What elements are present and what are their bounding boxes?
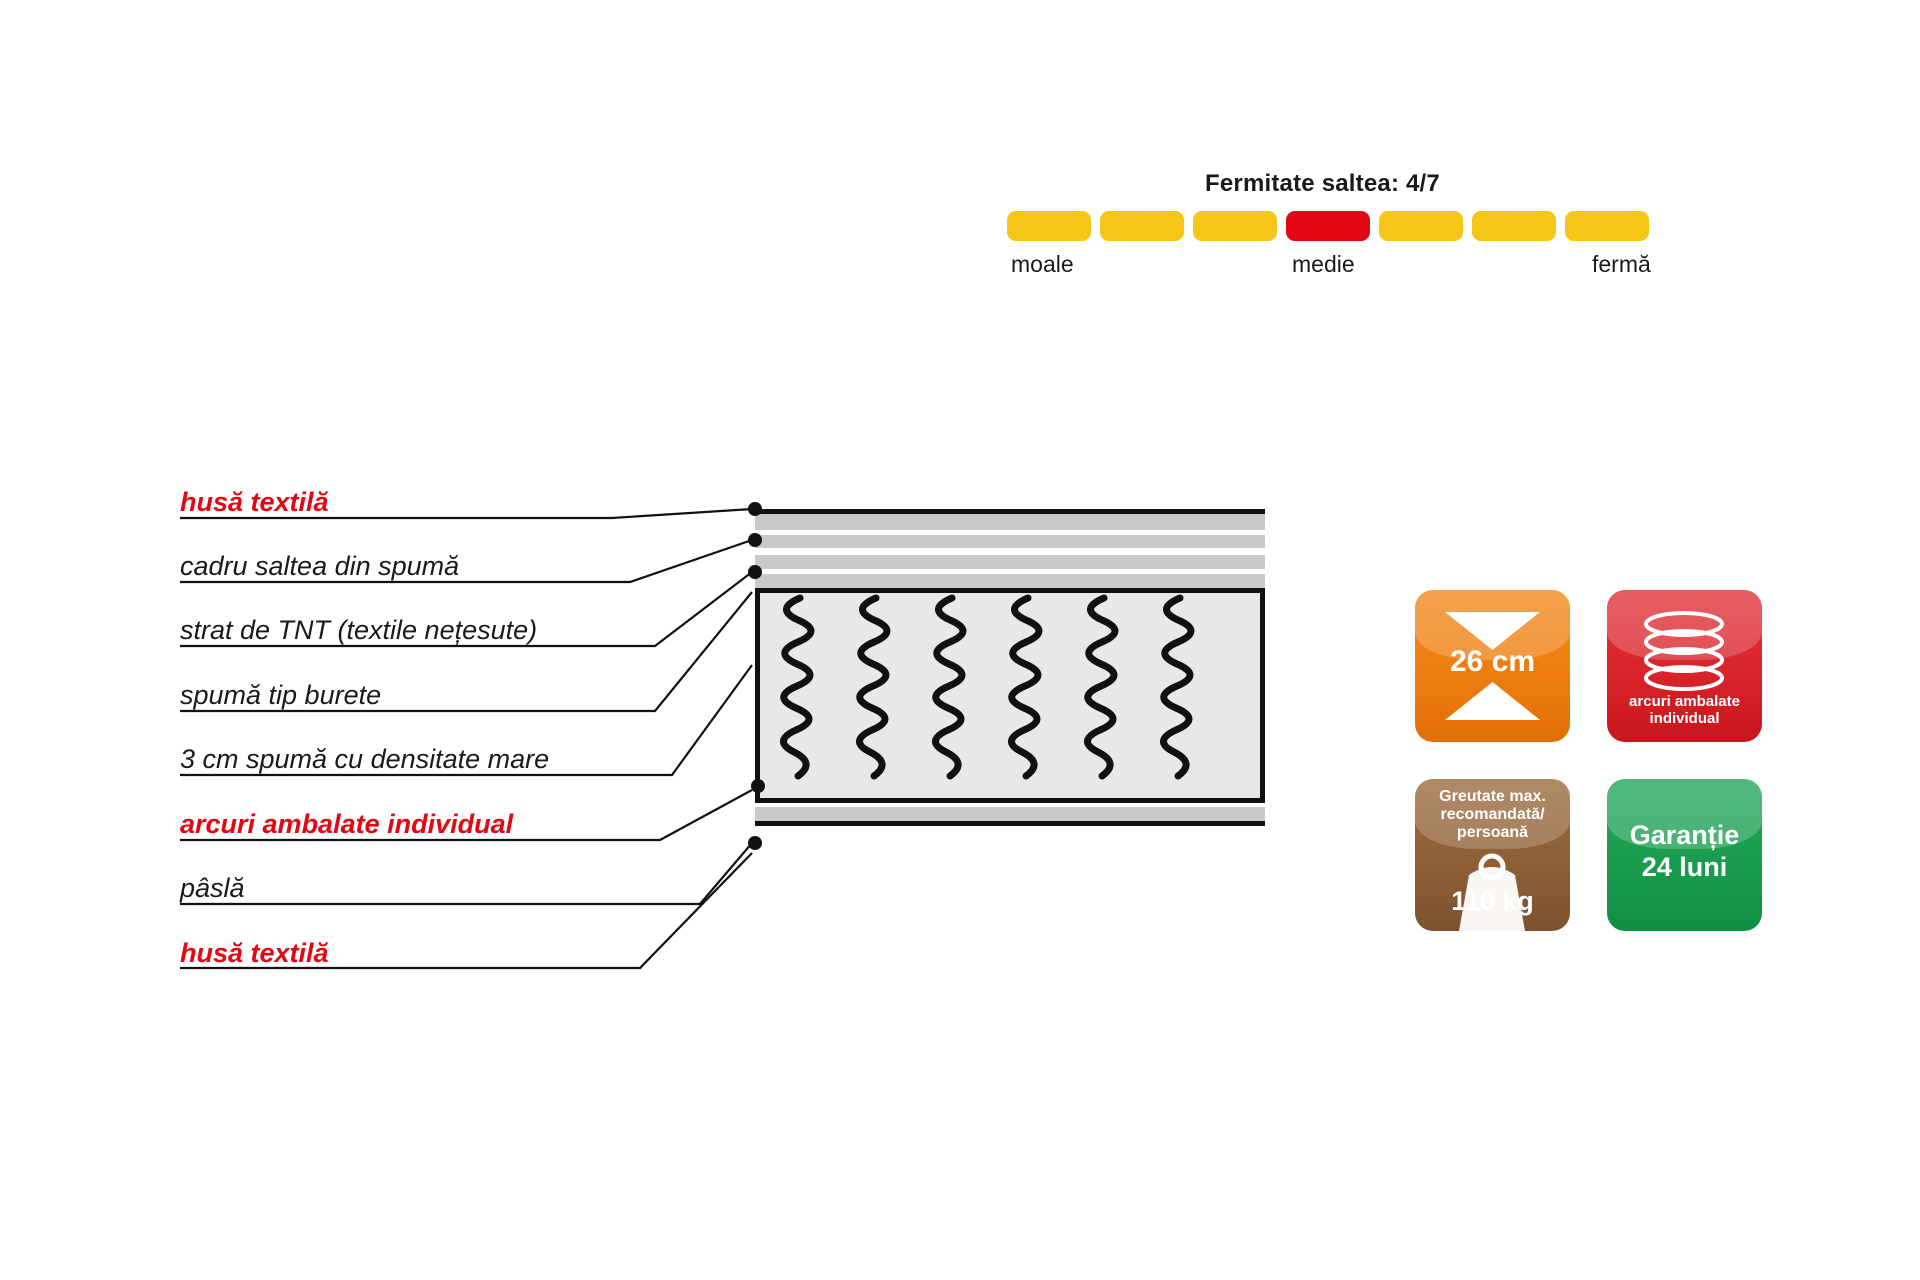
firmness-label-soft: moale	[1011, 251, 1074, 277]
badge-weight-caption-line1: Greutate max.	[1439, 788, 1546, 805]
badge-warranty-text	[1607, 819, 1762, 884]
layer-white-gap-2	[755, 548, 1265, 555]
firmness-segment-4-active	[1286, 211, 1370, 241]
layer-husa-textila-bottom	[755, 821, 1265, 826]
firmness-segment-6	[1472, 211, 1556, 241]
badge-pocket-springs	[1607, 590, 1762, 742]
badge-springs-caption	[1607, 694, 1762, 728]
callout-cadru-saltea-spuma: cadru saltea din spumă	[180, 551, 460, 581]
callout-husa-textila-top: husă textilă	[180, 487, 329, 517]
badge-warranty-line1: Garanție	[1629, 820, 1740, 850]
callout-pasla: pâslă	[180, 873, 245, 903]
badge-springs-caption-line1: arcuri ambalate	[1629, 693, 1740, 711]
firmness-label-firm: fermă	[1592, 251, 1651, 277]
badge-weight-caption-line3: persoană	[1456, 823, 1529, 841]
feature-badges	[1415, 590, 1835, 920]
callout-arcuri-ambalate: arcuri ambalate individual	[180, 809, 514, 839]
layer-foam-frame-2	[755, 535, 1265, 548]
firmness-bar	[1007, 211, 1700, 241]
firmness-label-medium: medie	[1292, 251, 1355, 277]
badge-weight-caption-line2: recomandată/	[1440, 805, 1545, 823]
firmness-scale-labels	[1007, 251, 1677, 281]
firmness-segment-5	[1379, 211, 1463, 241]
badge-weight-caption	[1415, 788, 1570, 842]
callout-spuma-densitate: 3 cm spumă cu densitate mare	[180, 744, 550, 774]
firmness-segment-3	[1193, 211, 1277, 241]
badge-height-value: 26 cm	[1449, 645, 1536, 678]
callout-husa-textila-bottom: husă textilă	[180, 938, 329, 968]
badge-springs-caption-line2: individual	[1649, 710, 1720, 728]
firmness-segment-2	[1100, 211, 1184, 241]
firmness-segment-7	[1565, 211, 1649, 241]
layer-tnt	[755, 555, 1265, 569]
layer-high-density-foam	[755, 574, 1265, 588]
callout-spuma-tip-burete: spumă tip burete	[180, 680, 382, 710]
firmness-widget	[1000, 170, 1700, 281]
spring-core	[755, 588, 1265, 803]
callout-strat-tnt: strat de TNT (textile nețesute)	[180, 615, 538, 645]
layer-foam-frame-1	[755, 514, 1265, 530]
badge-mattress-height	[1415, 590, 1570, 742]
layer-felt	[755, 807, 1265, 821]
mattress-cross-section	[755, 495, 1265, 855]
badge-weight-value: 110 kg	[1451, 886, 1534, 916]
badge-max-weight	[1415, 779, 1570, 931]
springs-illustration	[760, 593, 1260, 798]
firmness-title: Fermitate saltea: 4/7	[1205, 170, 1440, 197]
badge-warranty	[1607, 779, 1762, 931]
badge-warranty-line2: 24 luni	[1641, 852, 1728, 883]
firmness-segment-1	[1007, 211, 1091, 241]
